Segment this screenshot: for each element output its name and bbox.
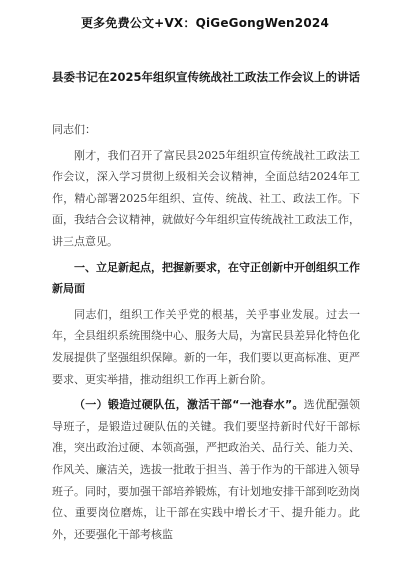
section-1-paragraph: 同志们，组织工作关乎党的根基，关乎事业发展。过去一年，全县组织系统围绕中心、服务大局，为富民县差异化特色化发展提供了坚强组织保障。新的一年，我们要以更高标准、更严要求、更实举措，推动组织工作再上新台阶。	[52, 307, 360, 386]
greeting: 同志们：	[52, 123, 96, 136]
section-heading-1: 一、立足新起点，把握新要求，在守正创新中开创组织工作新局面	[52, 260, 360, 296]
promo-banner: 更多免费公文+VX：QiGeGongWen2024	[80, 16, 329, 30]
subsection-1-text: 选优配强领导班子，是锻造过硬队伍的关键。我们要坚持新时代好干部标准，突出政治过硬、本领高强，严把政治关、品行关、能力关、作风关、廉洁关，选拔一批敢于担当、善于作为的干部进入领导班子。同时，要加强干部培养锻炼，有计划地安排干部到吃劲岗位、重要岗位磨炼，让干部在实践中增长才干、提升能力。此外，还要强化干部考核监	[52, 398, 361, 541]
document-title: 县委书记在2025年组织宣传统战社工政法工作会议上的讲话	[52, 70, 361, 84]
subsection-heading-1: （一）锻造过硬队伍，激活干部“一池春水”。	[74, 398, 304, 412]
document-body	[52, 119, 360, 549]
subsection-1-paragraph	[52, 394, 360, 545]
intro-paragraph: 刚才，我们召开了富民县2025年组织宣传统战社工政法工作会议，深入学习贯彻上级相关会议精神，全面总结2024年工作，精心部署2025年组织、宣传、统战、社工、政法工作。下面，我结合会议精神，就做好今年组织宣传统战社工政法工作，讲三点意见。	[52, 148, 360, 248]
